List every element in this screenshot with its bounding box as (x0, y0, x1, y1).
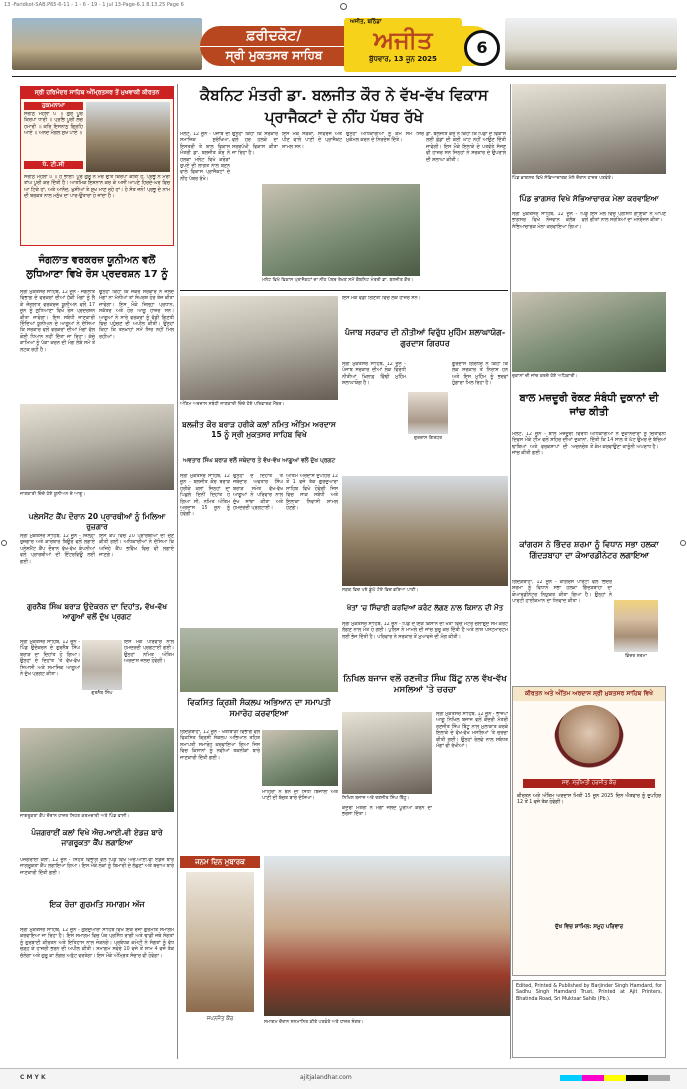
story-6-subheadline: ਅਵਤਾਰ ਸਿੰਘ ਬਰਾੜ ਵਲੋਂ ਜਥੇਦਾਰ ਤੇ ਵੱਖ-ਵੱਖ ਆਗੂਆਂ ਵਲੋਂ ਦੁੱਖ ਪ੍ਰਗਟ (182, 458, 336, 464)
story-3-portrait-caption: ਗੁਰਨੈਬ ਸਿੰਘ (91, 691, 113, 696)
masthead-logo: ਅਜੀਤ (373, 26, 433, 54)
story-7-photo-strip (180, 628, 338, 692)
story-9-caption: ਪਿੰਡ ਭਾਗਸਰ ਵਿਖੇ ਸੱਭਿਆਚਾਰਕ ਮੇਲੇ ਦੌਰਾਨ ਹਾਜ਼ਰ ਪਤਵੰਤੇ। (512, 176, 614, 181)
story-7-body-col2: ਮਾਹਿਰਾਂ ਨੇ ਝੋਨੇ ਦੀ ਸਿੱਧੀ ਬਿਜਾਈ ਅਤੇ ਪਾਣੀ ਦੀ ਬੱਚਤ ਬਾਰੇ ਦੱਸਿਆ। (262, 790, 338, 802)
story-5-body: ਸ੍ਰੀ ਮੁਕਤਸਰ ਸਾਹਿਬ, 12 ਜੂਨ - ਗੁਰਦੁਆਰਾ ਸਾਹਿਬ ਵਿਖੇ ਇਕ ਰੋਜ਼ਾ ਗੁਰਮਤਿ ਸਮਾਗਮ ਕਰਵਾਇਆ ਜਾ ਰਿਹਾ ਹੈ। ਇਸ ਸਮਾਗਮ ਵਿਚ ਪੰਥ ਪ੍ਰਸਿੱਧ ਰਾਗੀ ਅਤੇ ਢਾਡੀ ਜਥੇ ਸੰਗਤਾਂ ਨੂੰ ਗੁਰਬਾਣੀ ਕੀਰਤਨ ਅਤੇ ਇਤਿਹਾਸ ਨਾਲ ਜੋੜਨਗੇ। ਪ੍ਰਬੰਧਕ ਕਮੇਟੀ ਨੇ ਸੰਗਤਾਂ ਨੂੰ ਵੱਧ ਚੜ੍ਹ ਕੇ ਹਾਜ਼ਰੀ ਭਰਨ ਦੀ ਅਪੀਲ ਕੀਤੀ। ਸਮਾਗਮ ਸਵੇਰੇ 10 ਵਜੇ ਤੋਂ ਸ਼ਾਮ 4 ਵਜੇ ਤੱਕ ਚੱਲੇਗਾ ਅਤੇ ਗੁਰੂ ਕਾ ਲੰਗਰ ਅਤੁੱਟ ਵਰਤੇਗਾ। ਇਸ ਮੌਕੇ ਅੰਮ੍ਰਿਤ ਸੰਚਾਰ ਵੀ ਹੋਵੇਗਾ। (20, 928, 174, 959)
story-2-body: ਸ੍ਰੀ ਮੁਕਤਸਰ ਸਾਹਿਬ, 12 ਜੂਨ - ਜ਼ਿਲ੍ਹਾ ਰੁਜ਼ਗਾਰ ਅਤੇ ਕਾਰੋਬਾਰ ਬਿਊਰੋ ਵਲੋਂ ਲਗਾਏ ਪਲੇਸਮੈਂਟ ਕੈਂਪ ਦੌਰਾਨ ਵੱਖ-ਵੱਖ ਕੰਪਨੀਆਂ ਵਲੋਂ ਪ੍ਰਾਰਥੀਆਂ ਦੀ ਇੰਟਰਵਿਊ ਲਈ ਗਈ। (20, 534, 95, 565)
story-6-photo-caption: ਅੰਤਿਮ ਅਰਦਾਸ ਸਬੰਧੀ ਜਾਣਕਾਰੀ ਦਿੰਦੇ ਹੋਏ ਪਰਿਵਾਰਕ ਮੈਂਬਰ। (180, 402, 285, 407)
masthead-brand-block (344, 18, 462, 72)
column-rule-1 (177, 84, 178, 1059)
story-13-body-col2: ਕੇਂਦਰੀ ਮੰਤਰੀ ਨੇ ਮੰਗਾਂ ਜਲਦ ਪੂਰੀਆਂ ਕਰਨ ਦਾ ਭਰੋਸਾ ਦਿੱਤਾ। (342, 806, 432, 818)
lead-rule (180, 290, 508, 291)
story-9-photo (512, 84, 666, 174)
masthead-region (200, 26, 348, 66)
story-13-caption: ਨਿਖਿਲ ਬਜਾਜ ਅਤੇ ਰਣਜੀਤ ਸਿੰਘ ਬਿੱਟੂ। (342, 796, 410, 801)
page-number: 6 (464, 30, 500, 66)
story-9-headline: ਪਿੰਡ ਭਾਗਸਰ ਵਿਖੇ ਸੱਭਿਆਚਾਰਕ ਮੇਲਾ ਕਰਵਾਇਆ (519, 194, 659, 203)
story-6-photo (180, 296, 338, 400)
story-11-portrait (614, 600, 658, 652)
story-4-headline: ਪੰਜਗਰਾਈਂ ਕਲਾਂ ਵਿਖੇ ਐਚ.ਆਈ.ਵੀ ਏਡਜ਼ ਬਾਰੇ ਜਾਗਰੂਕਤਾ ਕੈਂਪ ਲਗਾਇਆ (31, 828, 163, 848)
masthead-photo-right (505, 18, 677, 70)
lead-body-col3: ਇਸ ਮੌਕੇ ਸੜਕਾਂ, ਸੀਵਰੇਜ ਅਤੇ ਪੀਣ ਵਾਲੇ ਪਾਣੀ ਦੇ ਪ੍ਰਾਜੈਕਟ ਸ਼ਾਮਲ ਸਨ। (282, 132, 342, 150)
lead-headline: ਕੈਬਨਿਟ ਮੰਤਰੀ ਡਾ. ਬਲਜੀਤ ਕੌਰ ਨੇ ਵੱਖ-ਵੱਖ ਵਿਕਾਸ ਪ੍ਰਾਜੈਕਟਾਂ ਦੇ ਨੀਂਹ ਪੱਥਰ ਰੱਖੇ (199, 86, 489, 126)
story-10-headline: ਬਾਲ ਮਜ਼ਦੂਰੀ ਰੋਕਣ ਸੰਬੰਧੀ ਦੁਕਾਨਾਂ ਦੀ ਜਾਂਚ ਕੀਤੀ (519, 393, 659, 418)
hukamnama-title: ਸ੍ਰੀ ਹਰਿਮੰਦਰ ਸਾਹਿਬ ਅੰਮ੍ਰਿਤਸਰ ਤੋਂ ਮੁਖਵਾਕੀ ਕੀਰਤਨ (21, 87, 173, 99)
story-6-headline: ਬਲਜੀਤ ਕੌਰ ਬਰਾੜ ਹਰੀਕੇ ਕਲਾਂ ਨਮਿਤ ਅੰਤਿਮ ਅਰਦਾਸ 15 ਨੂੰ ਸ੍ਰੀ ਮੁਕਤਸਰ ਸਾਹਿਬ ਵਿਖੇ (182, 420, 336, 440)
story-8-portrait-caption: ਗੁਰਦਾਸ ਗਿਰਧਰ (413, 436, 443, 441)
story-13-body: ਸ੍ਰੀ ਮੁਕਤਸਰ ਸਾਹਿਬ, 12 ਜੂਨ - ਭਾਜਪਾ ਆਗੂ ਨਿਖਿਲ ਬਜਾਜ ਵਲੋਂ ਕੇਂਦਰੀ ਮੰਤਰੀ ਰਣਜੀਤ ਸਿੰਘ ਬਿੱਟੂ ਨਾਲ ਮੁਲਾਕਾਤ ਕਰਕੇ ਇਲਾਕੇ ਦੇ ਵੱਖ-ਵੱਖ ਮਸਲਿਆਂ 'ਤੇ ਚਰਚਾ ਕੀਤੀ ਗਈ। ਉਨ੍ਹਾਂ ਰੇਲਵੇ ਨਾਲ ਸਬੰਧਤ ਮੰਗਾਂ ਵੀ ਰੱਖੀਆਂ। (436, 712, 508, 750)
story-12-body: ਸ੍ਰੀ ਮੁਕਤਸਰ ਸਾਹਿਬ, 12 ਜੂਨ - ਪਿੰਡ ਦੇ ਇਕ ਕਿਸਾਨ ਦੀ ਖੇਤਾਂ ਵਿਚ ਮੋਟਰ ਚਲਾਉਂਦੇ ਸਮੇਂ ਕਰੰਟ ਲੱਗਣ ਨਾਲ ਮੌਤ ਹੋ ਗਈ। ਪੁਲਿਸ ਨੇ ਮਾਮਲੇ ਦੀ ਜਾਂਚ ਸ਼ੁਰੂ ਕਰ ਦਿੱਤੀ ਹੈ ਅਤੇ ਲਾਸ਼ ਪੋਸਟਮਾਰਟਮ ਲਈ ਭੇਜ ਦਿੱਤੀ ਹੈ। ਪਰਿਵਾਰ ਨੇ ਸਰਕਾਰ ਤੋਂ ਮੁਆਵਜ਼ੇ ਦੀ ਮੰਗ ਕੀਤੀ। (342, 622, 508, 640)
obituary-portrait (554, 705, 624, 775)
lead-body-col5: ਡਾ. ਬਲਜੀਤ ਕੌਰ ਨੇ ਕਿਹਾ ਕਿ ਪਿੰਡਾਂ ਦੇ ਵਿਕਾਸ ਲਈ ਫ਼ੰਡਾਂ ਦੀ ਕੋਈ ਘਾਟ ਨਹੀਂ ਆਉਣ ਦਿੱਤੀ ਜਾਵੇਗੀ। ਇਸ ਮੌਕੇ ਇਲਾਕੇ ਦੇ ਪਤਵੰਤੇ ਸੱਜਣ ਵੀ ਹਾਜ਼ਰ ਸਨ ਜਿਨ੍ਹਾਂ ਨੇ ਸਰਕਾਰ ਦੇ ਉਪਰਾਲੇ ਦੀ ਸ਼ਲਾਘਾ ਕੀਤੀ। (426, 132, 506, 163)
story-9-body-col1: ਸ੍ਰੀ ਮੁਕਤਸਰ ਸਾਹਿਬ, 12 ਜੂਨ - ਪਿੰਡ ਭਾਗਸਰ ਵਿਖੇ ਨੌਜਵਾਨ ਕਲੱਬ ਵਲੋਂ ਸੱਭਿਆਚਾਰਕ ਮੇਲਾ ਕਰਵਾਇਆ ਗਿਆ। (512, 212, 588, 230)
hukamnama-box (20, 86, 174, 246)
imprint-text: Edited, Printed & Published by Barjinder Singh Hamdard, for Sadhu Singh Hamdard Trust, Printed at Ajit Printers, Bhatinda Road, Sri Muktsar Sahib (Pb.). (516, 984, 662, 1002)
story-4-photo (20, 728, 174, 812)
column-rule-2 (510, 84, 511, 1059)
story-11-headline: ਕਾਂਗਰਸ ਨੇ ਭਿੰਦਰ ਸ਼ਰਮਾ ਨੂੰ ਵਿਧਾਨ ਸਭਾ ਹਲਕਾ ਗਿੱਦੜਬਾਹਾ ਦਾ ਕੋਆਰਡੀਨੇਟਰ ਲਗਾਇਆ (519, 540, 659, 560)
story-1-headline: ਜੰਗਲਾਤ ਵਰਕਰਜ਼ ਯੂਨੀਅਨ ਵਲੋਂ ਲੁਧਿਆਣਾ ਵਿਖੇ ਰੋਸ ਪ੍ਰਦਰਸ਼ਨ 17 ਨੂੰ (26, 255, 168, 280)
story-3-portrait (82, 640, 122, 690)
story-8-portrait (408, 392, 448, 434)
story-8-headline: ਪੰਜਾਬ ਸਰਕਾਰ ਦੀ ਨੀਤੀਆਂ ਵਿਰੁੱਧ ਮੁਹਿੰਮ ਸ਼ਲਾਘਾਯੋਗ-ਗੁਰਦਾਸ ਗਿਰਧਰ (344, 328, 506, 348)
imprint-box (512, 980, 666, 1058)
hukamnama-translation: ਸੋਰਠਿ ਮਹਲਾ ੫ ॥ ਹੇ ਭਾਈ! ਪੂਰੇ ਗੁਰੂ ਨੇ ਮੇਰੇ ਉੱਤੇ ਕਿਰਪਾ ਕੀਤੀ ਹੈ, ਪ੍ਰਭੂ ਨੇ ਮੇਰੀ ਤਾਂਘ ਪੂਰੀ ਕਰ ਦਿੱਤੀ ਹੈ। ਆਤਮਿਕ ਇਸ਼ਨਾਨ ਕਰ ਕੇ ਅਸੀਂ ਆਪਣੇ ਹਿਰਦੇ-ਘਰ ਵਿਚ ਆ ਟਿਕੇ ਹਾਂ, ਅਤੇ ਆਨੰਦ, ਖ਼ੁਸ਼ੀਆਂ ਤੇ ਸੁਖ ਮਾਣ ਰਹੇ ਹਾਂ। ਹੇ ਸੰਤ ਜਨੋ! ਪ੍ਰਭੂ ਦੇ ਨਾਮ ਦੀ ਬਰਕਤ ਨਾਲ ਮਨੁੱਖ ਦਾ ਪਾਰ-ਉਤਾਰਾ ਹੋ ਜਾਂਦਾ ਹੈ। (24, 175, 170, 200)
birthday-caption: ਜਪਨਜੋਤ ਕੌਰ (206, 1016, 234, 1022)
masthead-rule (12, 76, 676, 77)
registration-mark-right (680, 540, 686, 546)
story-2-body-col2: ਇਸ ਕੈਂਪ ਵਿਚ 20 ਪ੍ਰਾਰਥੀਆਂ ਦੀ ਚੋਣ ਕੀਤੀ ਗਈ। ਅਧਿਕਾਰੀਆਂ ਨੇ ਦੱਸਿਆ ਕਿ ਅਜਿਹੇ ਕੈਂਪ ਭਵਿੱਖ ਵਿਚ ਵੀ ਲਗਾਏ ਜਾਣਗੇ। (99, 534, 174, 559)
story-3-body: ਸ੍ਰੀ ਮੁਕਤਸਰ ਸਾਹਿਬ, 12 ਜੂਨ - ਪਿੰਡ ਉਦੇਕਰਨ ਦੇ ਗੁਰਨੈਬ ਸਿੰਘ ਬਰਾੜ ਦਾ ਦਿਹਾਂਤ ਹੋ ਗਿਆ। ਉਨ੍ਹਾਂ ਦੇ ਦਿਹਾਂਤ 'ਤੇ ਵੱਖ-ਵੱਖ ਸਿਆਸੀ ਅਤੇ ਸਮਾਜਿਕ ਆਗੂਆਂ ਨੇ ਦੁੱਖ ਪ੍ਰਗਟ ਕੀਤਾ। (20, 640, 80, 678)
birthday-photo (186, 872, 254, 1012)
footer-cmyk: C M Y K (20, 1074, 46, 1081)
lead-body-col2: ਉਨ੍ਹਾਂ ਕਿਹਾ ਕਿ ਸਰਕਾਰ ਵਲੋਂ ਹਰ ਹਲਕੇ ਦਾ ਸਰਬਪੱਖੀ ਵਿਕਾਸ ਕੀਤਾ ਜਾ ਰਿਹਾ ਹੈ। (232, 132, 278, 157)
hukamnama-label: ਹੁਕਮਨਾਮਾ (24, 102, 83, 110)
story-13-photo (342, 712, 432, 794)
story-6-body-col1: ਸ੍ਰੀ ਮੁਕਤਸਰ ਸਾਹਿਬ, 12 ਜੂਨ - ਬਲਜੀਤ ਕੌਰ ਬਰਾੜ ਹਰੀਕੇ ਕਲਾਂ ਜਿਨ੍ਹਾਂ ਦਾ ਪਿਛਲੇ ਦਿਨੀਂ ਦਿਹਾਂਤ ਹੋ ਗਿਆ ਸੀ, ਨਮਿਤ ਅੰਤਿਮ ਅਰਦਾਸ 15 ਜੂਨ ਨੂੰ ਹੋਵੇਗੀ। (180, 474, 230, 518)
obituary-details: ਕੀਰਤਨ ਅਤੇ ਅੰਤਿਮ ਅਰਦਾਸ ਮਿਤੀ 15 ਜੂਨ 2025 ਦਿਨ ਐਤਵਾਰ ਨੂੰ ਦੁਪਹਿਰ 12 ਤੋਂ 1 ਵਜੇ ਤੱਕ ਹੋਵੇਗੀ। (517, 794, 661, 806)
story-8-body-col1: ਸ੍ਰੀ ਮੁਕਤਸਰ ਸਾਹਿਬ, 12 ਜੂਨ - ਪੰਜਾਬ ਸਰਕਾਰ ਦੀਆਂ ਲੋਕ ਵਿਰੋਧੀ ਨੀਤੀਆਂ ਖ਼ਿਲਾਫ਼ ਵਿੱਢੀ ਮੁਹਿੰਮ ਸ਼ਲਾਘਾਯੋਗ ਹੈ। (342, 362, 406, 387)
registration-mark-left (1, 540, 7, 546)
obituary-ad (512, 686, 666, 976)
story-13-headline: ਨਿਖਿਲ ਬਜਾਜ ਵਲੋਂ ਰਣਜੀਤ ਸਿੰਘ ਬਿੱਟੂ ਨਾਲ ਵੱਖ-ਵੱਖ ਮਸਲਿਆਂ 'ਤੇ ਚਰਚਾ (343, 674, 507, 696)
story-5-headline: ਇਕ ਰੋਜ਼ਾ ਗੁਰਮਤਿ ਸਮਾਗਮ ਅੱਜ (49, 900, 145, 909)
story-10-body-col2: ਅਧਿਕਾਰੀਆਂ ਨੇ ਦੁਕਾਨਦਾਰਾਂ ਨੂੰ ਚਿਤਾਵਨੀ ਦਿੱਤੀ ਕਿ 14 ਸਾਲ ਤੋਂ ਘੱਟ ਉਮਰ ਦੇ ਬੱਚਿਆਂ ਤੋਂ ਕੰਮ ਕਰਵਾਉਣਾ ਕਾਨੂੰਨੀ ਅਪਰਾਧ ਹੈ। (590, 432, 666, 450)
print-slug: 13 -Faridkot-SAB.P65-6-11 - 1 - 6 - 19 - 1 jul 13-Page-6.1 8.13.25 Page 6 (4, 2, 184, 8)
hukamnama-sublabel: ਧੰ. ਟੀ.ਸੀ (24, 161, 83, 169)
group-photo (264, 856, 510, 1016)
color-bar (560, 1075, 670, 1081)
story-3-headline: ਗੁਰਨੈਬ ਸਿੰਘ ਬਰਾੜ ਉਦੇਕਰਨ ਦਾ ਦਿਹਾਂਤ, ਵੱਖ-ਵੱਖ ਆਗੂਆਂ ਵਲੋਂ ਦੁੱਖ ਪ੍ਰਗਟ (27, 602, 167, 622)
birthday-banner: ਜਨਮ ਦਿਨ ਮੁਬਾਰਕ (180, 856, 260, 868)
story-1-body: ਸ੍ਰੀ ਮੁਕਤਸਰ ਸਾਹਿਬ, 12 ਜੂਨ - ਜੰਗਲਾਤ ਵਿਭਾਗ ਦੇ ਵਰਕਰਾਂ ਦੀਆਂ ਹੱਕੀ ਮੰਗਾਂ ਨੂੰ ਲੈ ਕੇ ਜੰਗਲਾਤ ਵਰਕਰਜ਼ ਯੂਨੀਅਨ ਵਲੋਂ 17 ਜੂਨ ਨੂੰ ਲੁਧਿਆਣਾ ਵਿਖੇ ਰੋਸ ਪ੍ਰਦਰਸ਼ਨ ਕੀਤਾ ਜਾਵੇਗਾ। ਇਸ ਸਬੰਧੀ ਜਾਣਕਾਰੀ ਦਿੰਦਿਆਂ ਯੂਨੀਅਨ ਦੇ ਆਗੂਆਂ ਨੇ ਦੱਸਿਆ ਕਿ ਸਰਕਾਰ ਵਲੋਂ ਵਰਕਰਾਂ ਦੀਆਂ ਮੰਗਾਂ ਵੱਲ ਕੋਈ ਧਿਆਨ ਨਹੀਂ ਦਿੱਤਾ ਜਾ ਰਿਹਾ। ਕੱਚੇ ਕਾਮਿਆਂ ਨੂੰ ਪੱਕਾ ਕਰਨ ਦੀ ਮੰਗ ਲੰਬੇ ਸਮੇਂ ਤੋਂ ਲਟਕ ਰਹੀ ਹੈ। (20, 290, 95, 353)
lead-body-col4: ਉਨ੍ਹਾਂ ਅਧਿਕਾਰੀਆਂ ਨੂੰ ਕੰਮ ਸਮੇਂ ਸਿਰ ਮੁਕੰਮਲ ਕਰਨ ਦੇ ਨਿਰਦੇਸ਼ ਦਿੱਤੇ। (346, 132, 424, 144)
registration-mark-top (340, 3, 347, 10)
masthead-photo-left (12, 18, 202, 70)
story-10-caption: ਦੁਕਾਨਾਂ ਦੀ ਜਾਂਚ ਕਰਦੇ ਹੋਏ ਅਧਿਕਾਰੀ। (512, 374, 578, 379)
obituary-footer: ਦੁੱਖ ਵਿਚ ਸ਼ਾਮਿਲ: ਸਮੂਹ ਪਰਿਵਾਰ (554, 924, 624, 930)
story-9-body-col2: ਇਸ ਮੇਲੇ ਵਿਚ ਪ੍ਰਸਿੱਧ ਗਾਇਕਾਂ ਨੇ ਆਪਣੇ ਗੀਤਾਂ ਨਾਲ ਸਰੋਤਿਆਂ ਦਾ ਮਨੋਰੰਜਨ ਕੀਤਾ। (590, 212, 666, 224)
story-4-photo-caption: ਜਾਗਰੂਕਤਾ ਕੈਂਪ ਦੌਰਾਨ ਹਾਜ਼ਰ ਸਿਹਤ ਕਰਮਚਾਰੀ ਅਤੇ ਪਿੰਡ ਵਾਸੀ। (20, 814, 130, 819)
lead-body-col1: ਮਲੋਟ, 12 ਜੂਨ - ਪੰਜਾਬ ਦੀ ਸਮਾਜਿਕ ਸੁਰੱਖਿਆ, ਇਸਤਰੀ ਤੇ ਬਾਲ ਵਿਕਾਸ ਮੰਤਰੀ ਡਾ. ਬਲਜੀਤ ਕੌਰ ਨੇ ਹਲਕਾ ਮਲੋਟ ਵਿਖੇ ਕਰੋੜਾਂ ਰੁਪਏ ਦੀ ਲਾਗਤ ਨਾਲ ਬਣਨ ਵਾਲੇ ਵਿਕਾਸ ਪ੍ਰਾਜੈਕਟਾਂ ਦੇ ਨੀਂਹ ਪੱਥਰ ਰੱਖੇ। (180, 132, 230, 182)
story-7-body-col1: ਗਿੱਦੜਬਾਹਾ, 12 ਜੂਨ - ਖੇਤੀਬਾੜੀ ਵਿਭਾਗ ਵਲੋਂ ਵਿਕਸਿਤ ਕ੍ਰਿਸ਼ੀ ਸੰਕਲਪ ਅਭਿਆਨ ਤਹਿਤ ਸਮਾਪਤੀ ਸਮਾਰੋਹ ਕਰਵਾਇਆ ਗਿਆ ਜਿਸ ਵਿਚ ਕਿਸਾਨਾਂ ਨੂੰ ਨਵੀਆਂ ਤਕਨੀਕਾਂ ਬਾਰੇ ਜਾਣਕਾਰੀ ਦਿੱਤੀ ਗਈ। (180, 730, 260, 761)
story-12-headline: ਖੇਤਾਂ 'ਚ ਸਿੰਚਾਈ ਕਰਦਿਆਂ ਕਰੰਟ ਲੱਗਣ ਨਾਲ ਕਿਸਾਨ ਦੀ ਮੌਤ (346, 604, 504, 612)
story-11-portrait-caption: ਭਿੰਦਰ ਸ਼ਰਮਾ (625, 654, 647, 659)
lead-photo (262, 184, 420, 276)
footer-site: ajitjalandhar.com (300, 1074, 352, 1081)
story-7-headline: ਵਿਕਸਿਤ ਕ੍ਰਿਸ਼ੀ ਸੰਕਲਪ ਅਭਿਆਨ ਦਾ ਸਮਾਪਤੀ ਸਮਾਰੋਹ ਕਰਵਾਇਆ (187, 698, 331, 718)
story-11-body: ਗਿੱਦੜਬਾਹਾ, 12 ਜੂਨ - ਕਾਂਗਰਸ ਪਾਰਟੀ ਵਲੋਂ ਭਿੰਦਰ ਸ਼ਰਮਾ ਨੂੰ ਵਿਧਾਨ ਸਭਾ ਹਲਕਾ ਗਿੱਦੜਬਾਹਾ ਦਾ ਕੋਆਰਡੀਨੇਟਰ ਨਿਯੁਕਤ ਕੀਤਾ ਗਿਆ ਹੈ। ਉਨ੍ਹਾਂ ਨੇ ਪਾਰਟੀ ਹਾਈਕਮਾਨ ਦਾ ਧੰਨਵਾਦ ਕੀਤਾ। (512, 580, 612, 605)
story-8-body-col2: ਗੁਰਦਾਸ ਗਿਰਧਰ ਨੇ ਕਿਹਾ ਕਿ ਲੋਕ ਸਰਕਾਰ ਤੋਂ ਨਿਰਾਸ਼ ਹਨ ਅਤੇ ਇਸ ਮੁਹਿੰਮ ਨੂੰ ਭਰਵਾਂ ਹੁੰਗਾਰਾ ਮਿਲ ਰਿਹਾ ਹੈ। (452, 362, 508, 387)
hukamnama-text: ਸੋਰਠਿ ਮਹਲਾ ੫ ॥ ਗੁਰ ਪੂਰੈ ਕਿਰਪਾ ਧਾਰੀ ॥ ਪ੍ਰਭਿ ਪੂਰੀ ਲੋਚ ਹਮਾਰੀ ॥ ਕਰਿ ਇਸਨਾਨੁ ਗ੍ਰਿਹਿ ਆਏ ॥ ਅਨਦ ਮੰਗਲ ਸੁਖ ਪਾਏ ॥ (24, 112, 83, 137)
story-3-body-col2: ਇਸ ਮੌਕੇ ਪਰਿਵਾਰ ਨਾਲ ਹਮਦਰਦੀ ਪ੍ਰਗਟਾਈ ਗਈ। ਉਨ੍ਹਾਂ ਨਮਿਤ ਅੰਤਿਮ ਅਰਦਾਸ ਜਲਦ ਹੋਵੇਗੀ। (124, 640, 174, 665)
story-10-photo (512, 292, 666, 372)
masthead-tagline: ਅਜੀਤ, ਬਠਿੰਡਾ (350, 19, 382, 25)
flood-photo-caption: ਸੜਕ ਵਿਚ ਪਏ ਡੂੰਘੇ ਟੋਏ ਵਿਚ ਭਰਿਆ ਪਾਣੀ। (342, 588, 419, 593)
flood-photo (342, 476, 508, 586)
page-footer (0, 1068, 687, 1089)
story-10-body-col1: ਮਲੋਟ, 12 ਜੂਨ - ਬਾਲ ਮਜ਼ਦੂਰੀ ਵਿਰੋਧੀ ਦਿਵਸ ਮੌਕੇ ਟੀਮ ਵਲੋਂ ਸ਼ਹਿਰ ਦੀਆਂ ਦੁਕਾਨਾਂ, ਢਾਬਿਆਂ ਅਤੇ ਵਰਕਸ਼ਾਪਾਂ ਦੀ ਅਚਨਚੇਤ ਜਾਂਚ ਕੀਤੀ ਗਈ। (512, 432, 588, 457)
lead-continuation: ਇਸ ਮੌਕੇ ਵੱਡੀ ਗਿਣਤੀ ਵਿਚ ਲੋਕ ਹਾਜ਼ਰ ਸਨ। (342, 296, 421, 301)
story-2-headline: ਪਲੇਸਮੈਂਟ ਕੈਂਪ ਦੌਰਾਨ 20 ਪ੍ਰਾਰਥੀਆਂ ਨੂੰ ਮਿਲਿਆ ਰੁਜ਼ਗਾਰ (28, 512, 166, 532)
story-1-photo (20, 404, 174, 490)
story-1-body-col2: ਉਨ੍ਹਾਂ ਕਿਹਾ ਕਿ ਜੇਕਰ ਸਰਕਾਰ ਨੇ ਜਲਦ ਮੰਗਾਂ ਨਾ ਮੰਨੀਆਂ ਤਾਂ ਸੰਘਰਸ਼ ਹੋਰ ਤੇਜ਼ ਕੀਤਾ ਜਾਵੇਗਾ। ਇਸ ਮੌਕੇ ਜ਼ਿਲ੍ਹਾ ਪ੍ਰਧਾਨ, ਸਕੱਤਰ ਅਤੇ ਹੋਰ ਆਗੂ ਹਾਜ਼ਰ ਸਨ। ਆਗੂਆਂ ਨੇ ਸਾਰੇ ਵਰਕਰਾਂ ਨੂੰ ਵੱਡੀ ਗਿਣਤੀ ਵਿਚ ਪਹੁੰਚਣ ਦੀ ਅਪੀਲ ਕੀਤੀ। ਉਨ੍ਹਾਂ ਕਿਹਾ ਕਿ ਤਨਖ਼ਾਹਾਂ ਸਮੇਂ ਸਿਰ ਨਹੀਂ ਮਿਲ ਰਹੀਆਂ। (99, 290, 174, 340)
story-6-body-col3: ਅੰਤਿਮ ਅਰਦਾਸ ਦੁਪਹਿਰ 12 ਤੋਂ 1 ਵਜੇ ਤੱਕ ਗੁਰਦੁਆਰਾ ਸਾਹਿਬ ਵਿਖੇ ਹੋਵੇਗੀ ਜਿਸ ਵਿਚ ਸਾਕ ਸਬੰਧੀ ਅਤੇ ਇਲਾਕਾ ਨਿਵਾਸੀ ਸ਼ਾਮਲ ਹੋਣਗੇ। (286, 474, 338, 512)
region-line-1: ਫ਼ਰੀਦਕੋਟ/ (246, 28, 302, 44)
obituary-title: ਕੀਰਤਨ ਅਤੇ ਅੰਤਿਮ ਅਰਦਾਸ ਸ੍ਰੀ ਮੁਕਤਸਰ ਸਾਹਿਬ ਵਿਖੇ (513, 687, 665, 701)
lead-caption: ਮਲੋਟ ਵਿਖੇ ਵਿਕਾਸ ਪ੍ਰਾਜੈਕਟਾਂ ਦਾ ਨੀਂਹ ਪੱਥਰ ਰੱਖਣ ਸਮੇਂ ਕੈਬਨਿਟ ਮੰਤਰੀ ਡਾ. ਬਲਜੀਤ ਕੌਰ। (262, 278, 414, 283)
story-7-photo (262, 730, 338, 786)
region-line-2: ਸ੍ਰੀ ਮੁਕਤਸਰ ਸਾਹਿਬ (200, 46, 348, 63)
story-4-body: ਪੰਜਗਰਾਈਂ ਕਲਾਂ, 12 ਜੂਨ - ਸਿਹਤ ਵਿਭਾਗ ਵਲੋਂ ਪਿੰਡ ਵਿਖੇ ਐਚ.ਆਈ.ਵੀ ਏਡਜ਼ ਬਾਰੇ ਜਾਗਰੂਕਤਾ ਕੈਂਪ ਲਗਾਇਆ ਗਿਆ। ਇਸ ਮੌਕੇ ਲੋਕਾਂ ਨੂੰ ਬਿਮਾਰੀ ਦੇ ਲੱਛਣਾਂ ਅਤੇ ਬਚਾਅ ਬਾਰੇ ਜਾਣਕਾਰੀ ਦਿੱਤੀ ਗਈ। (20, 858, 174, 876)
story-6-body-col2: ਉਨ੍ਹਾਂ ਦੇ ਦਿਹਾਂਤ 'ਤੇ ਜਥੇਦਾਰ ਅਵਤਾਰ ਸਿੰਘ ਬਰਾੜ ਸਮੇਤ ਵੱਖ-ਵੱਖ ਆਗੂਆਂ ਨੇ ਪਰਿਵਾਰ ਨਾਲ ਦੁੱਖ ਸਾਂਝਾ ਕੀਤਾ ਅਤੇ ਹਮਦਰਦੀ ਪ੍ਰਗਟਾਈ। (233, 474, 283, 512)
story-1-caption: ਜਾਣਕਾਰੀ ਦਿੰਦੇ ਹੋਏ ਯੂਨੀਅਨ ਦੇ ਆਗੂ। (20, 492, 86, 497)
group-photo-caption: ਸਮਾਗਮ ਦੌਰਾਨ ਸਨਮਾਨਿਤ ਕੀਤੇ ਪਤਵੰਤੇ ਅਤੇ ਹਾਜ਼ਰ ਸੰਗਤ। (264, 1020, 364, 1025)
golden-temple-photo (86, 102, 170, 172)
obituary-name-banner: ਸਵ. ਸ੍ਰੀਮਤੀ ਹਰਜੀਤ ਕੌਰ (523, 779, 655, 788)
masthead-date: ਬੁੱਧਵਾਰ, 13 ਜੂਨ 2025 (369, 55, 437, 63)
